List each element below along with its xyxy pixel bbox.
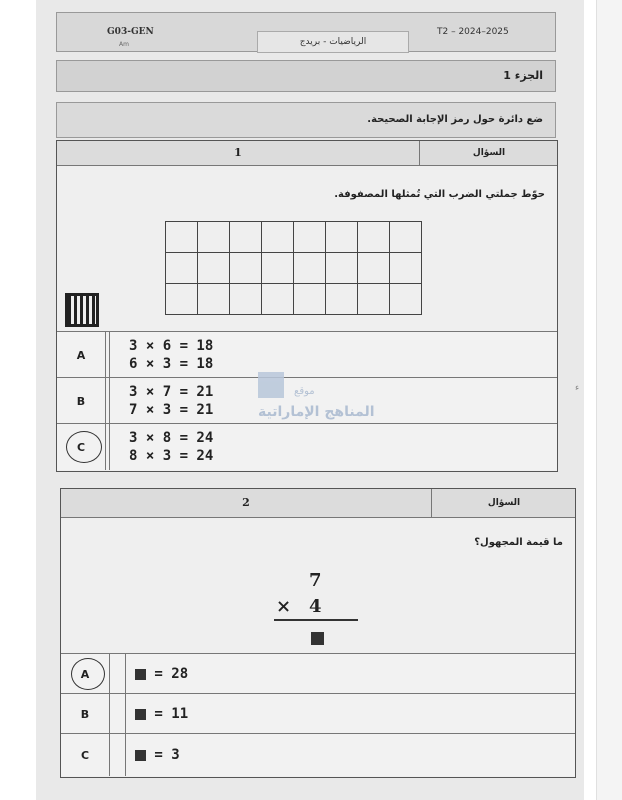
question-1-text: حوّط جملتي الضرب التي تُمثلها المصفوفة. (334, 189, 545, 200)
grid-cell (294, 284, 326, 315)
grid-cell (230, 284, 262, 315)
instruction-banner (56, 102, 556, 138)
option-line: 3 × 8 = 24 (129, 430, 214, 446)
question-1-header (57, 141, 557, 166)
grid-cell (358, 253, 390, 284)
q2-option-c[interactable] (61, 733, 575, 776)
product-line (274, 619, 358, 621)
option-letter: B (57, 378, 106, 424)
unknown-square-icon (135, 669, 146, 680)
grid-cell (294, 222, 326, 253)
subject-title: الرياضيات - بريدج (257, 31, 409, 53)
site-watermark (258, 372, 378, 432)
grid-row (166, 284, 422, 315)
option-line: 7 × 3 = 21 (129, 402, 214, 418)
grid-cell (358, 222, 390, 253)
array-grid (165, 221, 422, 315)
option-line: 3 × 6 = 18 (129, 338, 214, 354)
grid-cell (230, 222, 262, 253)
option-line: 8 × 3 = 24 (129, 448, 214, 464)
q1-option-a[interactable] (57, 331, 557, 378)
question-2-text: ما قيمة المجهول؟ (474, 537, 563, 548)
header-small-text: Am (119, 41, 129, 48)
option-letter: C (61, 734, 110, 776)
grid-cell (166, 253, 198, 284)
grid-cell (326, 284, 358, 315)
q2-option-a[interactable] (61, 653, 575, 694)
grid-cell (262, 253, 294, 284)
grid-cell (262, 222, 294, 253)
multiplicand: 7 (309, 570, 322, 591)
unknown-square-icon (135, 709, 146, 720)
q2-option-b[interactable] (61, 693, 575, 734)
grid-cell (166, 222, 198, 253)
grid-cell (390, 253, 422, 284)
answer-circle-mark (66, 431, 102, 463)
question-1-label: السؤال (472, 148, 506, 158)
option-letter: A (57, 332, 106, 378)
grid-cell (326, 222, 358, 253)
option-value: = 28 (146, 666, 189, 682)
unknown-square-icon (135, 750, 146, 761)
unknown-product-square-icon (311, 632, 324, 645)
grid-cell (326, 253, 358, 284)
part-title: الجزء 1 (503, 69, 543, 82)
option-line: 3 × 7 = 21 (129, 384, 214, 400)
question-1-number: 1 (57, 141, 420, 165)
qr-code-icon (65, 293, 99, 327)
grid-cell (294, 253, 326, 284)
watermark-line-2: المناهج الإماراتية (258, 404, 375, 420)
grid-cell (390, 284, 422, 315)
answer-circle-mark (71, 658, 105, 690)
question-2-label: السؤال (487, 498, 521, 508)
option-value: = 3 (146, 747, 180, 763)
multiplier: 4 (309, 596, 322, 617)
watermark-logo-icon (258, 372, 284, 398)
question-2-header (61, 489, 575, 518)
grid-row (166, 222, 422, 253)
option-letter: A (61, 654, 110, 694)
option-value: = 11 (146, 706, 189, 722)
grid-cell (230, 253, 262, 284)
option-letter: B (61, 694, 110, 734)
exam-header (56, 12, 556, 52)
grid-row (166, 253, 422, 284)
term-label: T2 – 2024–2025 (437, 27, 509, 37)
grid-cell (358, 284, 390, 315)
grid-cell (390, 222, 422, 253)
page-edge (596, 0, 622, 800)
grid-cell (262, 284, 294, 315)
grid-cell (198, 284, 230, 315)
grid-cell (198, 222, 230, 253)
instruction-text: ضع دائرة حول رمز الإجابة الصحيحة. (367, 114, 543, 125)
part-banner (56, 60, 556, 92)
grid-cell (166, 284, 198, 315)
watermark-line-1: موقع (294, 386, 315, 397)
option-letter: C (57, 424, 106, 470)
question-2-number: 2 (61, 489, 432, 517)
course-code: G03-GEN (107, 27, 154, 37)
multiply-operator: × (276, 596, 292, 617)
option-line: 6 × 3 = 18 (129, 356, 214, 372)
margin-mark: ء (575, 383, 580, 393)
grid-cell (198, 253, 230, 284)
